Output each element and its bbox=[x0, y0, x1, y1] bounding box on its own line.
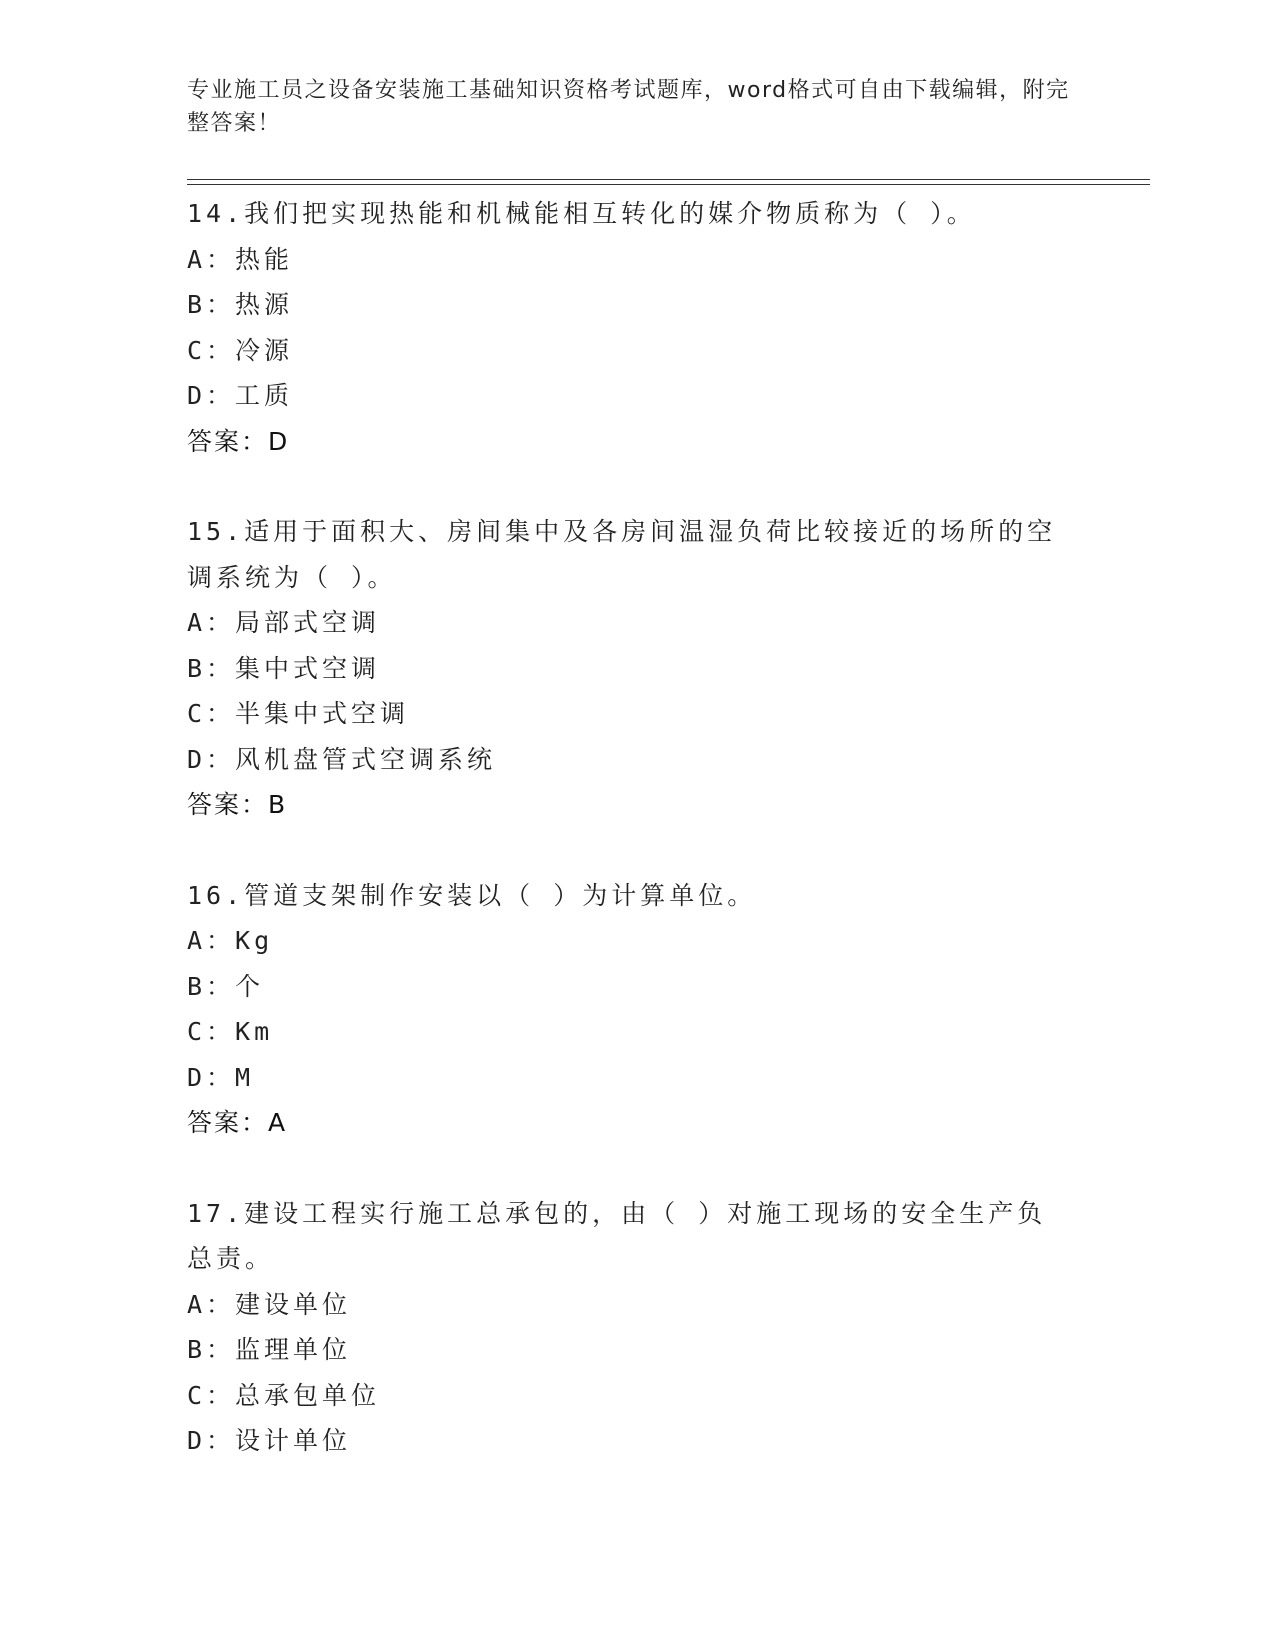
header-divider-top bbox=[187, 179, 1150, 180]
option-b: B：集中式空调 bbox=[187, 653, 381, 683]
option-a: A：Kg bbox=[187, 926, 274, 955]
question-15 bbox=[187, 509, 1087, 828]
question-stem: 17.建设工程实行施工总承包的，由（ ）对施工现场的安全生产负总责。 bbox=[187, 1198, 1047, 1273]
option-d: D：风机盘管式空调系统 bbox=[187, 744, 497, 774]
option-c: C：冷源 bbox=[187, 335, 294, 365]
option-a: A：局部式空调 bbox=[187, 608, 381, 637]
question-stem: 15.适用于面积大、房间集中及各房间温湿负荷比较接近的场所的空调系统为（ ）。 bbox=[187, 517, 1057, 592]
answer: 答案：D bbox=[187, 426, 290, 456]
option-b: B：监理单位 bbox=[187, 1335, 352, 1364]
header-divider-bottom bbox=[187, 184, 1150, 185]
option-c: C：总承包单位 bbox=[187, 1380, 381, 1410]
question-14 bbox=[187, 191, 1087, 464]
question-stem: 16.管道支架制作安装以（ ）为计算单位。 bbox=[187, 880, 757, 910]
option-b: B：热源 bbox=[187, 290, 294, 319]
option-d: D：设计单位 bbox=[187, 1426, 352, 1455]
answer: 答案：A bbox=[187, 1108, 288, 1137]
question-17 bbox=[187, 1191, 1087, 1464]
option-a: A：建设单位 bbox=[187, 1289, 352, 1319]
question-16 bbox=[187, 873, 1087, 1146]
option-b: B：个 bbox=[187, 971, 265, 1001]
option-d: D：M bbox=[187, 1062, 255, 1092]
option-c: C：半集中式空调 bbox=[187, 699, 410, 728]
document-header: 专业施工员之设备安装施工基础知识资格考试题库，word格式可自由下载编辑，附完整答案！ bbox=[187, 78, 1070, 136]
option-c: C：Km bbox=[187, 1017, 274, 1046]
question-stem: 14.我们把实现热能和机械能相互转化的媒介物质称为（ ）。 bbox=[187, 199, 976, 228]
option-a: A：热能 bbox=[187, 244, 294, 274]
option-d: D：工质 bbox=[187, 381, 294, 410]
answer: 答案：B bbox=[187, 790, 288, 819]
question-list bbox=[187, 191, 1087, 1509]
